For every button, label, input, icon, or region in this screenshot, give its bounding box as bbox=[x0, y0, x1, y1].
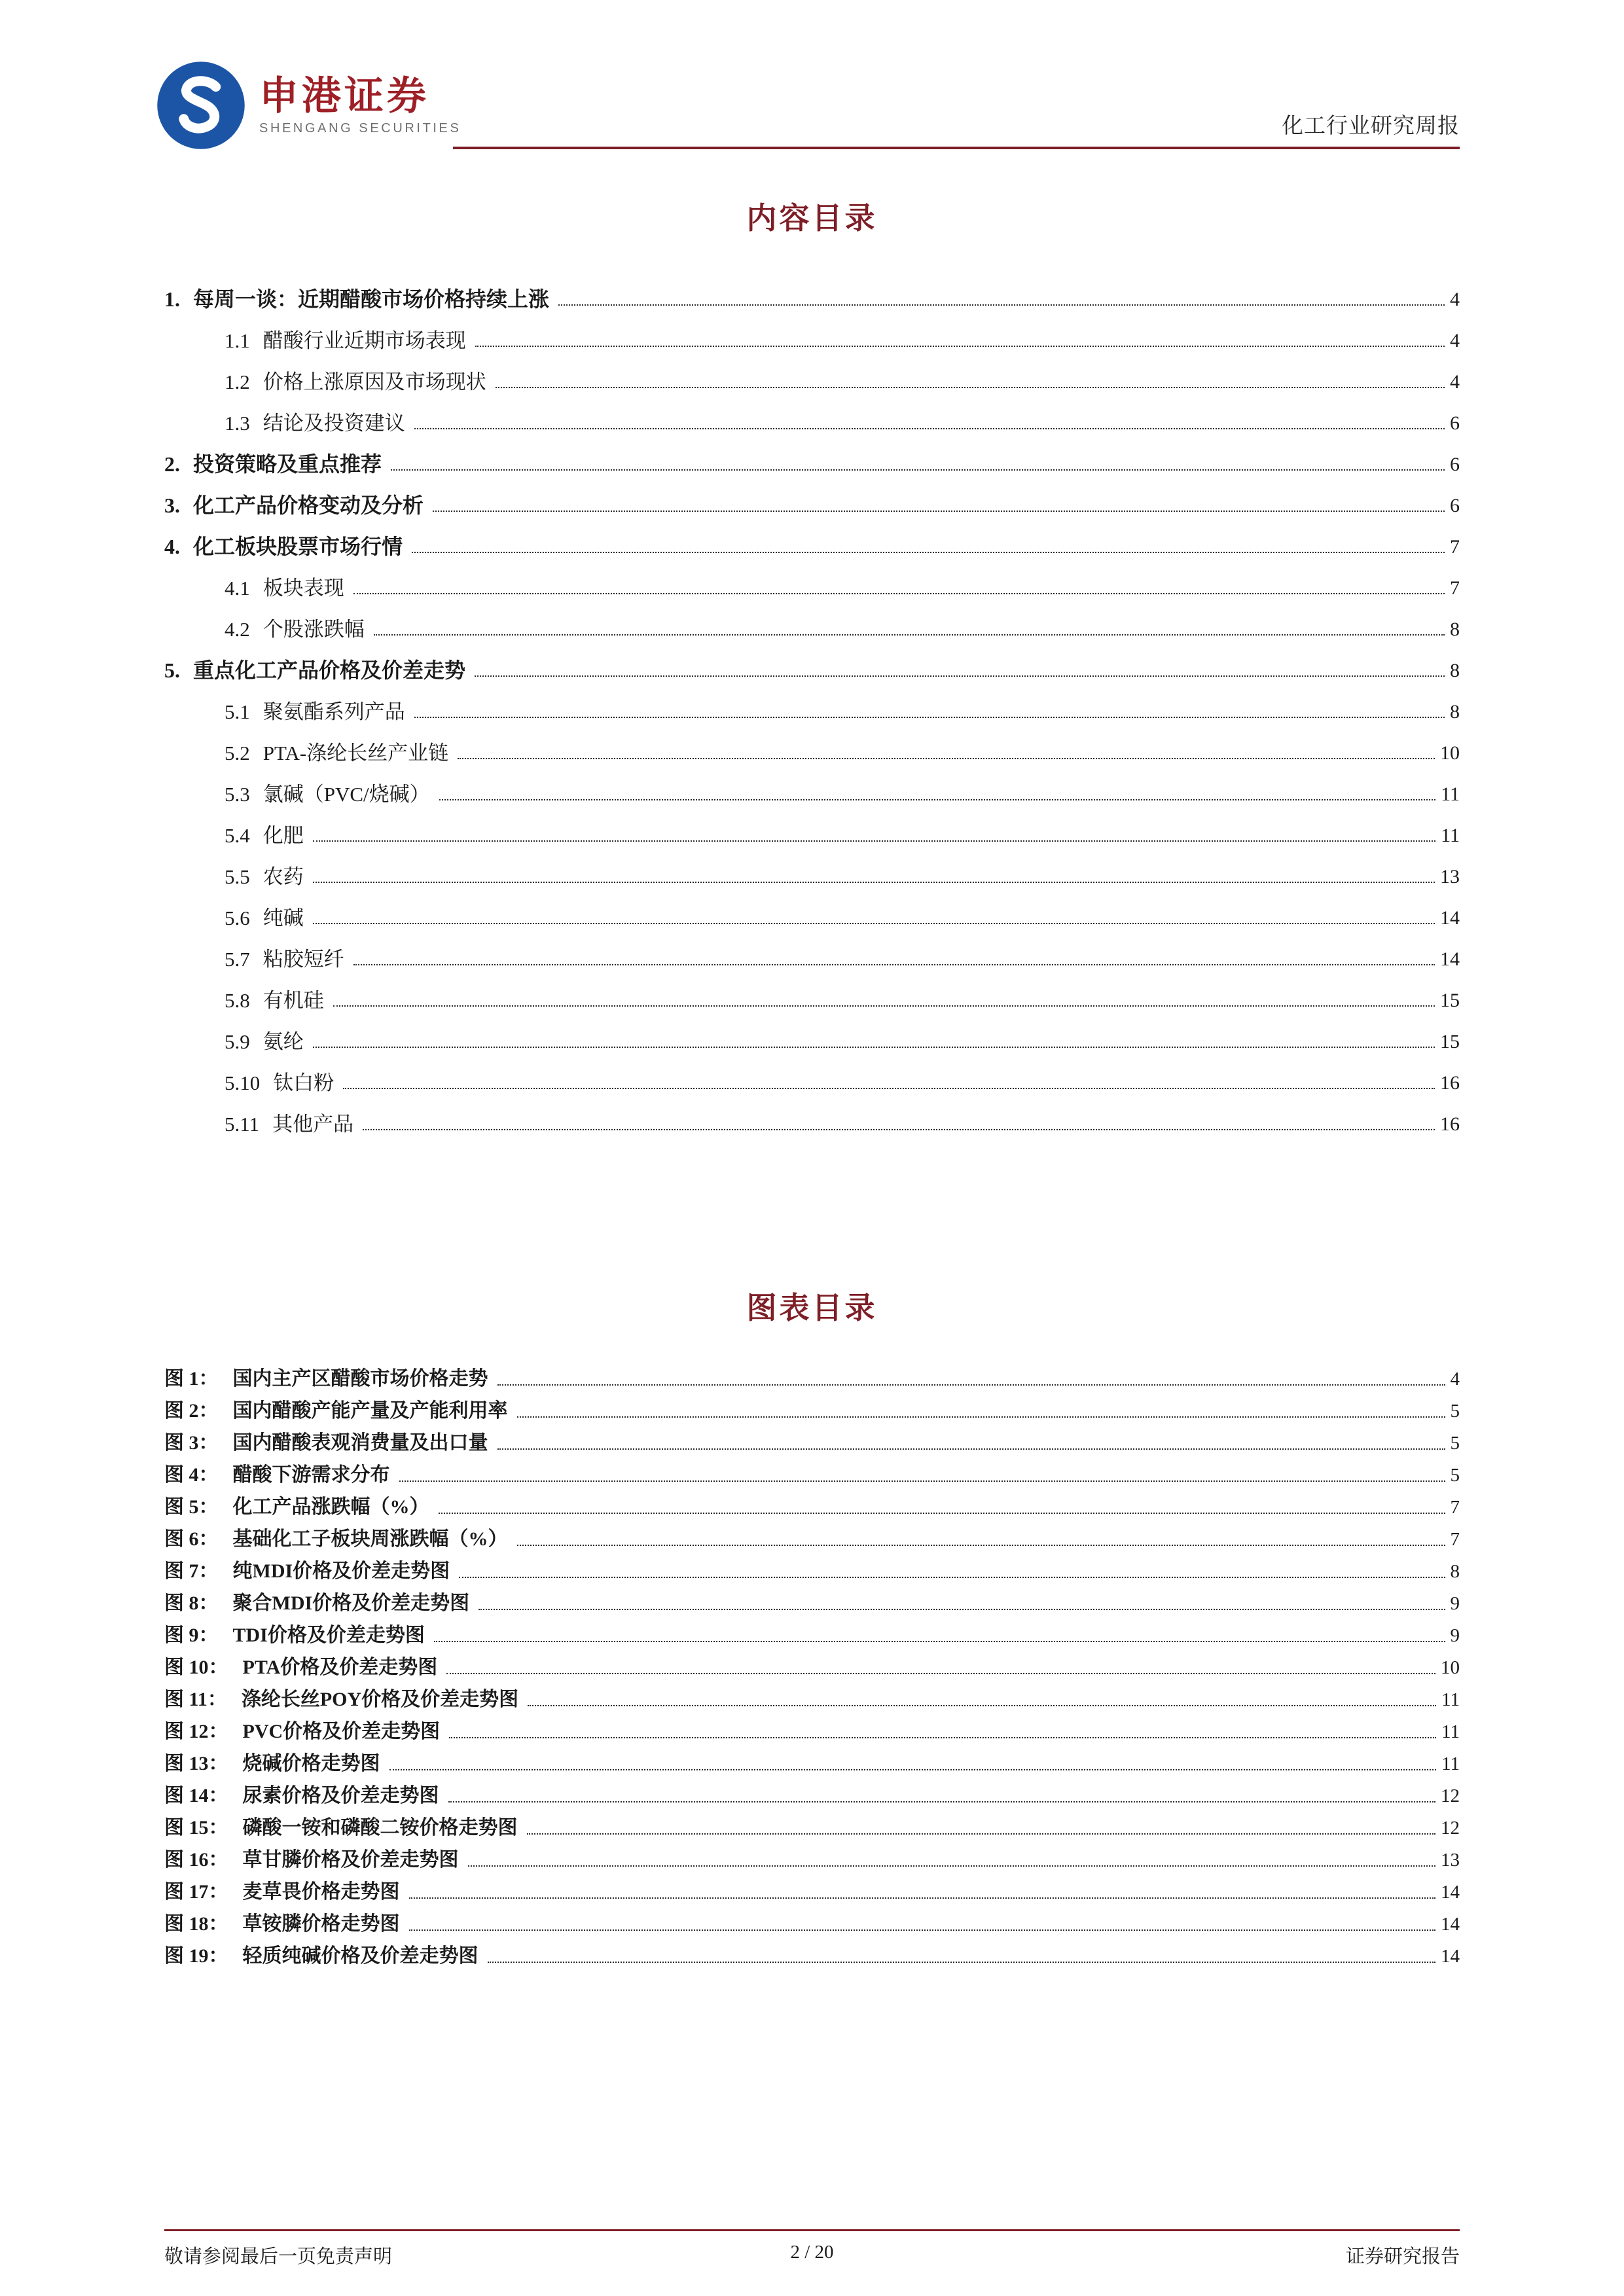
figure-entry-title: 涤纶长丝POY价格及价差走势图 bbox=[241, 1688, 519, 1710]
toc-entry-page: 4 bbox=[1450, 370, 1460, 393]
toc-entry-number: 5.10 bbox=[225, 1071, 261, 1094]
figure-entry-title: TDI价格及价差走势图 bbox=[232, 1624, 425, 1646]
figure-entry[interactable] bbox=[164, 1774, 1460, 1806]
toc-entry-page: 14 bbox=[1440, 906, 1460, 929]
footer-row bbox=[164, 2242, 1460, 2269]
dot-leader bbox=[448, 1801, 1436, 1803]
dot-leader bbox=[313, 923, 1435, 924]
figure-entry[interactable] bbox=[164, 1710, 1460, 1742]
toc-entry-title: 价格上涨原因及市场现状 bbox=[262, 370, 486, 393]
figure-entry-page: 9 bbox=[1450, 1624, 1460, 1646]
figure-entry-number: 图 3： bbox=[164, 1431, 219, 1454]
dot-leader bbox=[527, 1833, 1436, 1835]
toc-entry-number: 1.2 bbox=[225, 370, 250, 393]
toc-entry[interactable] bbox=[164, 887, 1460, 928]
dot-leader bbox=[439, 799, 1435, 800]
toc-list bbox=[164, 268, 1460, 1134]
toc-entry-number: 5.4 bbox=[225, 823, 250, 847]
dot-leader bbox=[414, 428, 1445, 429]
toc-entry-page: 14 bbox=[1440, 948, 1460, 970]
toc-entry-title: 其他产品 bbox=[272, 1112, 354, 1136]
figure-entry-title: 化工产品涨跌幅（%） bbox=[232, 1496, 429, 1518]
figure-entry-page: 11 bbox=[1441, 1753, 1460, 1774]
brand-text bbox=[259, 75, 461, 136]
page-footer bbox=[164, 2229, 1460, 2269]
figure-entry-number: 图 9： bbox=[164, 1624, 219, 1646]
toc-entry-title: 氯碱（PVC/烧碱） bbox=[262, 782, 430, 806]
footer-report-label: 证券研究报告 bbox=[1345, 2246, 1460, 2267]
figure-entry-title: 聚合MDI价格及价差走势图 bbox=[232, 1592, 470, 1614]
toc-entry[interactable] bbox=[164, 846, 1460, 887]
toc-entry[interactable] bbox=[164, 351, 1460, 392]
dot-leader bbox=[353, 593, 1445, 594]
figure-entry-number: 图 1： bbox=[164, 1367, 219, 1390]
toc-entry-page: 8 bbox=[1450, 618, 1460, 640]
dot-leader bbox=[475, 675, 1445, 677]
toc-entry-title: PTA-涤纶长丝产业链 bbox=[262, 741, 449, 764]
toc-entry-page: 15 bbox=[1440, 1030, 1460, 1052]
toc-entry-page: 11 bbox=[1441, 783, 1460, 805]
toc-entry-number: 4.2 bbox=[225, 617, 250, 641]
figure-entry-page: 5 bbox=[1450, 1400, 1460, 1422]
toc-entry-page: 7 bbox=[1450, 577, 1460, 599]
figure-entry-page: 7 bbox=[1450, 1496, 1460, 1518]
toc-entry-number: 4.1 bbox=[225, 576, 250, 600]
figure-entry-number: 图 12： bbox=[164, 1720, 228, 1742]
shengang-logo-icon bbox=[154, 59, 247, 152]
dot-leader bbox=[496, 387, 1445, 388]
toc-entry[interactable] bbox=[164, 722, 1460, 763]
toc-entry-title: 化工产品价格变动及分析 bbox=[193, 493, 424, 517]
toc-entry-number: 5.5 bbox=[225, 865, 250, 888]
figure-entry[interactable] bbox=[164, 1453, 1460, 1485]
figure-entry[interactable] bbox=[164, 1517, 1460, 1549]
toc-entry-title: 聚氨酯系列产品 bbox=[262, 700, 405, 723]
dot-leader bbox=[458, 758, 1435, 759]
toc-entry-title: 个股涨跌幅 bbox=[262, 617, 365, 641]
toc-entry-title: 有机硅 bbox=[262, 988, 324, 1012]
figure-entry[interactable] bbox=[164, 1902, 1460, 1934]
figure-entry-page: 7 bbox=[1450, 1528, 1460, 1550]
figure-entry-title: PTA价格及价差走势图 bbox=[242, 1656, 438, 1678]
dot-leader bbox=[517, 1545, 1445, 1546]
dot-leader bbox=[434, 1641, 1445, 1642]
figure-entry-page: 11 bbox=[1441, 1721, 1460, 1742]
dot-leader bbox=[558, 304, 1445, 306]
figure-entry-page: 14 bbox=[1441, 1881, 1460, 1903]
toc-entry-title: 每周一谈：近期醋酸市场价格持续上涨 bbox=[193, 287, 550, 311]
toc-entry[interactable] bbox=[164, 433, 1460, 475]
figure-entry[interactable] bbox=[164, 1581, 1460, 1613]
toc-entry[interactable] bbox=[164, 1052, 1460, 1093]
dot-leader bbox=[449, 1737, 1436, 1738]
dot-leader bbox=[478, 1609, 1445, 1610]
dot-leader bbox=[409, 1929, 1436, 1931]
dot-leader bbox=[468, 1865, 1436, 1867]
figure-entry-title: 国内主产区醋酸市场价格走势 bbox=[232, 1367, 488, 1390]
dot-leader bbox=[412, 552, 1445, 553]
figure-entry[interactable] bbox=[164, 1645, 1460, 1677]
dot-leader bbox=[497, 1448, 1445, 1450]
figure-entry-page: 5 bbox=[1450, 1432, 1460, 1454]
toc-entry-page: 13 bbox=[1440, 865, 1460, 888]
toc-entry-title: 重点化工产品价格及价差走势 bbox=[193, 658, 466, 682]
toc-entry-title: 纯碱 bbox=[262, 906, 304, 929]
figure-entry-page: 11 bbox=[1441, 1689, 1460, 1710]
toc-entry-number: 1.3 bbox=[225, 411, 250, 435]
toc-entry-number: 1.1 bbox=[225, 329, 250, 352]
dot-leader bbox=[313, 882, 1435, 883]
figure-entry-page: 9 bbox=[1450, 1592, 1460, 1614]
toc-entry[interactable] bbox=[164, 1093, 1460, 1134]
toc-entry-title: 粘胶短纤 bbox=[262, 947, 344, 971]
toc-entry-number: 3. bbox=[164, 493, 180, 517]
toc-entry[interactable] bbox=[164, 268, 1460, 310]
figure-entry[interactable] bbox=[164, 1806, 1460, 1838]
figure-entry-number: 图 19： bbox=[164, 1945, 228, 1967]
figure-entry-number: 图 17： bbox=[164, 1880, 228, 1903]
toc-entry-title: 钛白粉 bbox=[273, 1071, 334, 1094]
figure-entry-page: 14 bbox=[1441, 1913, 1460, 1935]
toc-entry[interactable] bbox=[164, 969, 1460, 1011]
figure-entry-title: 国内醋酸产能产量及产能利用率 bbox=[232, 1399, 508, 1422]
toc-entry-number: 5.2 bbox=[225, 741, 250, 764]
toc-entry-page: 15 bbox=[1440, 989, 1460, 1011]
figure-entry-title: 草铵膦价格走势图 bbox=[242, 1912, 400, 1935]
dot-leader bbox=[374, 634, 1445, 636]
footer-divider bbox=[164, 2229, 1460, 2231]
figure-entry-page: 5 bbox=[1450, 1464, 1460, 1486]
toc-entry[interactable] bbox=[164, 475, 1460, 516]
report-type-label: 化工行业研究周报 bbox=[1282, 115, 1460, 138]
toc-entry[interactable] bbox=[164, 928, 1460, 969]
toc-entry[interactable] bbox=[164, 516, 1460, 557]
figure-entry[interactable] bbox=[164, 1485, 1460, 1517]
toc-entry-page: 4 bbox=[1450, 288, 1460, 310]
toc-entry-number: 5.11 bbox=[225, 1112, 260, 1136]
toc-entry[interactable] bbox=[164, 639, 1460, 681]
figure-entry[interactable] bbox=[164, 1870, 1460, 1902]
figure-entry[interactable] bbox=[164, 1934, 1460, 1966]
dot-leader bbox=[414, 717, 1445, 718]
figure-entry-number: 图 14： bbox=[164, 1784, 228, 1806]
figure-entry-title: 纯MDI价格及价差走势图 bbox=[232, 1560, 450, 1582]
figure-entry-number: 图 2： bbox=[164, 1399, 219, 1422]
dot-leader bbox=[439, 1513, 1445, 1514]
brand-name: 申港证券 bbox=[259, 73, 429, 118]
figure-entry-title: 国内醋酸表观消费量及出口量 bbox=[232, 1431, 488, 1454]
toc-entry-title: 投资策略及重点推荐 bbox=[193, 452, 382, 476]
toc-entry-title: 农药 bbox=[262, 865, 304, 888]
toc-entry-page: 10 bbox=[1440, 742, 1460, 764]
footer-page-number: 2 / 20 bbox=[790, 2242, 834, 2263]
figure-entry[interactable] bbox=[164, 1357, 1460, 1389]
toc-entry[interactable] bbox=[164, 310, 1460, 351]
figure-entry-title: 醋酸下游需求分布 bbox=[232, 1463, 390, 1486]
figure-entry[interactable] bbox=[164, 1742, 1460, 1774]
figure-entry-page: 4 bbox=[1450, 1368, 1460, 1390]
figure-toc-list bbox=[164, 1357, 1460, 1966]
toc-entry-title: 结论及投资建议 bbox=[262, 411, 405, 435]
figure-entry-page: 10 bbox=[1441, 1657, 1460, 1678]
toc-entry-title: 化工板块股票市场行情 bbox=[193, 534, 403, 558]
toc-entry-title: 氨纶 bbox=[262, 1030, 304, 1053]
figure-entry-number: 图 6： bbox=[164, 1528, 219, 1550]
dot-leader bbox=[333, 1005, 1435, 1007]
toc-entry-number: 2. bbox=[164, 452, 180, 476]
figure-entry-page: 13 bbox=[1441, 1849, 1460, 1871]
figure-entry-number: 图 11： bbox=[164, 1688, 227, 1710]
toc-entry[interactable] bbox=[164, 681, 1460, 722]
figure-toc-title: 图表目录 bbox=[746, 1291, 878, 1325]
dot-leader bbox=[497, 1384, 1445, 1386]
figure-entry-title: 基础化工子板块周涨跌幅（%） bbox=[232, 1528, 508, 1550]
dot-leader bbox=[399, 1480, 1445, 1482]
figure-entry-number: 图 5： bbox=[164, 1496, 219, 1518]
figure-entry[interactable] bbox=[164, 1389, 1460, 1421]
toc-entry-page: 8 bbox=[1450, 700, 1460, 723]
page-body bbox=[0, 199, 1624, 1966]
toc-entry[interactable] bbox=[164, 392, 1460, 433]
figure-entry-number: 图 4： bbox=[164, 1463, 219, 1486]
toc-entry-number: 5.9 bbox=[225, 1030, 250, 1053]
header-divider bbox=[453, 147, 1460, 149]
toc-entry-number: 5.3 bbox=[225, 782, 250, 806]
toc-entry-page: 6 bbox=[1450, 453, 1460, 475]
figure-entry-title: 尿素价格及价差走势图 bbox=[242, 1784, 439, 1806]
dot-leader bbox=[343, 1088, 1435, 1089]
figure-entry-number: 图 10： bbox=[164, 1656, 228, 1678]
brand bbox=[154, 59, 461, 152]
toc-entry-number: 5. bbox=[164, 658, 180, 682]
figure-entry-number: 图 16： bbox=[164, 1848, 228, 1871]
dot-leader bbox=[433, 511, 1445, 512]
toc-entry-number: 5.7 bbox=[225, 947, 250, 971]
figure-entry-number: 图 8： bbox=[164, 1592, 219, 1614]
dot-leader bbox=[475, 346, 1445, 347]
dot-leader bbox=[488, 1962, 1436, 1963]
dot-leader bbox=[363, 1129, 1435, 1130]
figure-entry-page: 12 bbox=[1441, 1785, 1460, 1806]
figure-entry-title: 麦草畏价格走势图 bbox=[242, 1880, 400, 1903]
dot-leader bbox=[313, 840, 1435, 842]
toc-entry[interactable] bbox=[164, 598, 1460, 639]
figure-entry[interactable] bbox=[164, 1613, 1460, 1645]
toc-entry-number: 1. bbox=[164, 287, 180, 311]
toc-entry-title: 板块表现 bbox=[262, 576, 344, 600]
figure-entry-number: 图 18： bbox=[164, 1912, 228, 1935]
dot-leader bbox=[313, 1047, 1435, 1048]
toc-entry-title: 化肥 bbox=[262, 823, 304, 847]
toc-entry[interactable] bbox=[164, 1011, 1460, 1052]
dot-leader bbox=[353, 964, 1435, 965]
figure-entry[interactable] bbox=[164, 1838, 1460, 1870]
toc-entry-page: 16 bbox=[1440, 1113, 1460, 1135]
dot-leader bbox=[409, 1897, 1436, 1899]
toc-entry-number: 5.8 bbox=[225, 988, 250, 1012]
toc-entry-page: 11 bbox=[1441, 824, 1460, 846]
figure-entry-title: 轻质纯碱价格及价差走势图 bbox=[242, 1945, 478, 1967]
dot-leader bbox=[389, 1769, 1437, 1770]
figure-entry[interactable] bbox=[164, 1677, 1460, 1710]
toc-entry[interactable] bbox=[164, 557, 1460, 598]
figure-entry-title: PVC价格及价差走势图 bbox=[242, 1720, 441, 1742]
dot-leader bbox=[517, 1416, 1445, 1418]
dot-leader bbox=[391, 469, 1445, 471]
brand-name-en: SHENGANG SECURITIES bbox=[259, 120, 461, 135]
toc-entry-number: 5.1 bbox=[225, 700, 250, 723]
figure-entry-number: 图 15： bbox=[164, 1816, 228, 1839]
toc-title: 内容目录 bbox=[746, 202, 878, 235]
figure-entry-page: 14 bbox=[1441, 1945, 1460, 1967]
toc-entry-number: 5.6 bbox=[225, 906, 250, 929]
toc-entry-number: 4. bbox=[164, 534, 180, 558]
figure-entry[interactable] bbox=[164, 1421, 1460, 1453]
toc-entry-page: 16 bbox=[1440, 1071, 1460, 1094]
figure-entry-title: 磷酸一铵和磷酸二铵价格走势图 bbox=[242, 1816, 518, 1839]
toc-entry-page: 6 bbox=[1450, 412, 1460, 434]
toc-entry-page: 7 bbox=[1450, 535, 1460, 558]
dot-leader bbox=[528, 1705, 1436, 1706]
toc-entry[interactable] bbox=[164, 804, 1460, 846]
toc-entry-page: 6 bbox=[1450, 494, 1460, 516]
figure-entry-title: 草甘膦价格及价差走势图 bbox=[242, 1848, 459, 1871]
toc-entry-page: 4 bbox=[1450, 329, 1460, 351]
figure-entry[interactable] bbox=[164, 1549, 1460, 1581]
dot-leader bbox=[446, 1673, 1435, 1674]
figure-entry-page: 12 bbox=[1441, 1817, 1460, 1839]
toc-entry-title: 醋酸行业近期市场表现 bbox=[262, 329, 466, 352]
toc-entry[interactable] bbox=[164, 763, 1460, 804]
footer-disclaimer: 敬请参阅最后一页免责声明 bbox=[164, 2246, 393, 2267]
figure-entry-title: 烧碱价格走势图 bbox=[242, 1752, 380, 1774]
figure-entry-number: 图 7： bbox=[164, 1560, 219, 1582]
figure-entry-page: 8 bbox=[1450, 1560, 1460, 1582]
figure-entry-number: 图 13： bbox=[164, 1752, 228, 1774]
page-header bbox=[0, 0, 1624, 152]
toc-entry-page: 8 bbox=[1450, 659, 1460, 681]
dot-leader bbox=[459, 1577, 1445, 1578]
